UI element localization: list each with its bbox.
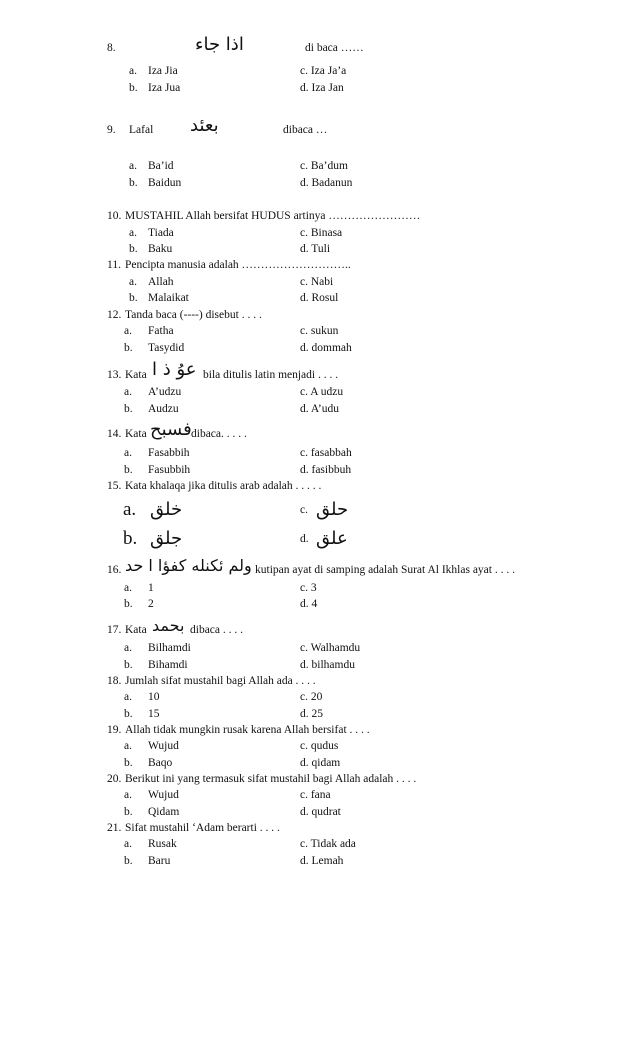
option-letter: a. [129,276,137,288]
question-number: 18. [107,675,122,687]
option-text: d. Tuli [300,243,331,255]
question-number: 13. [107,369,122,381]
question-number: 19. [107,724,122,736]
option-text: c. 3 [300,582,317,594]
arabic-verse: ولم ئكنله كفؤا ا حد [125,556,252,575]
option-row [0,340,638,356]
option-row [0,580,638,596]
question-9 [0,115,638,138]
option-text: Audzu [148,403,179,415]
option-letter: a. [123,499,137,520]
option-text: Fasubbih [148,464,191,476]
option-row [0,63,638,79]
option-row [0,836,638,852]
option-letter: b. [129,292,138,304]
arabic-word: عوُ ذ ا [152,359,197,380]
option-text: Bihamdi [148,659,188,671]
option-row [0,853,638,869]
option-row [0,689,638,705]
option-text: Ba’id [148,160,174,172]
option-text: Malaikat [148,292,189,304]
option-text: c. Iza Ja’a [300,65,347,77]
question-15 [0,478,638,494]
question-prefix: Lafal [129,124,154,136]
question-8 [0,34,638,56]
option-text: Fatha [148,325,174,337]
option-letter: a. [124,325,132,337]
question-text: Berikut ini yang termasuk sifat mustahil bagi Allah adalah . . . . [125,773,417,785]
question-number: 12. [107,309,122,321]
option-letter: b. [129,243,138,255]
option-letter: b. [124,806,133,818]
option-text: Baqo [148,757,173,769]
option-row [0,525,638,553]
option-text: d. qidam [300,757,341,769]
question-10 [0,208,638,224]
question-17 [0,616,638,638]
option-row [0,462,638,478]
option-text: A’udzu [148,386,182,398]
option-row [0,241,638,257]
question-text: dibaca … [283,124,328,136]
option-row [0,158,638,174]
option-row [0,804,638,820]
option-letter: b. [124,342,133,354]
option-letter: b. [129,177,138,189]
arabic-word: بعئد [190,115,219,136]
option-text: Baku [148,243,173,255]
option-row [0,787,638,803]
question-text: bila ditulis latin menjadi . . . . [203,369,339,381]
option-letter: a. [129,227,137,239]
option-text: Fasabbih [148,447,190,459]
question-number: 14. [107,428,122,440]
option-letter: a. [129,65,137,77]
question-18 [0,673,638,689]
option-text: c. Ba’dum [300,160,348,172]
option-text: جلق [150,528,183,549]
question-number: 11. [107,259,121,271]
option-text: d. fasibbuh [300,464,352,476]
option-text: d. Badanun [300,177,353,189]
option-text: d. 25 [300,708,323,720]
option-text: d. qudrat [300,806,341,818]
question-text: Kata khalaqa jika ditulis arab adalah . . . . . [125,480,322,492]
option-letter: a. [124,789,132,801]
question-12 [0,307,638,323]
option-text: Rusak [148,838,177,850]
question-number: 10. [107,210,122,222]
option-row [0,640,638,656]
option-text: Tasydid [148,342,185,354]
option-text: Allah [148,276,174,288]
option-text: c. Walhamdu [300,642,361,654]
option-text: 2 [148,598,154,610]
option-text: c. fana [300,789,331,801]
option-text: 15 [148,708,160,720]
option-row [0,323,638,339]
option-text: d. A’udu [300,403,339,415]
option-row [0,706,638,722]
option-letter: a. [124,691,132,703]
option-letter: b. [123,528,138,549]
question-text: di baca …… [305,42,364,54]
option-text: علق [316,528,348,549]
question-text: dibaca. . . . . [191,428,247,440]
option-text: خلق [150,499,183,520]
option-text: d. 4 [300,598,318,610]
question-number: 8. [107,42,116,54]
option-row [0,496,638,524]
option-letter: a. [124,582,132,594]
option-text: c. Nabi [300,276,334,288]
option-text: Qidam [148,806,180,818]
option-letter: b. [124,659,133,671]
question-text: kutipan ayat di samping adalah Surat Al Ikhlas ayat . . . . [255,564,515,576]
option-text: c. A udzu [300,386,344,398]
option-text: Wujud [148,789,179,801]
option-text: d. bilhamdu [300,659,355,671]
option-text: c. Tidak ada [300,838,356,850]
question-20 [0,771,638,787]
question-text: Tanda baca (----) disebut . . . . [125,309,262,321]
option-text: 1 [148,582,154,594]
option-letter: b. [124,403,133,415]
option-row [0,384,638,400]
option-letter: b. [124,757,133,769]
option-row [0,80,638,96]
question-prefix: Kata [125,369,147,381]
option-text: c. fasabbah [300,447,352,459]
question-prefix: Kata [125,428,147,440]
option-letter: a. [124,386,132,398]
arabic-word: بحمد [152,616,185,635]
option-letter: d. [300,533,309,545]
question-21 [0,820,638,836]
option-text: c. Binasa [300,227,343,239]
question-number: 16. [107,564,122,576]
option-text: 10 [148,691,160,703]
option-text: c. sukun [300,325,339,337]
question-text: Sifat mustahil ‘Adam berarti . . . . [125,822,280,834]
question-number: 20. [107,773,122,785]
question-text: Jumlah sifat mustahil bagi Allah ada . . . . [125,675,316,687]
option-row [0,657,638,673]
option-text: Wujud [148,740,179,752]
option-text: c. 20 [300,691,323,703]
option-row [0,225,638,241]
question-prefix: Kata [125,624,147,636]
option-text: Iza Jua [148,82,181,94]
arabic-word: فسبح [150,419,192,440]
question-number: 21. [107,822,122,834]
question-13 [0,359,638,383]
option-letter: a. [124,740,132,752]
option-text: حلق [316,499,349,520]
option-text: d. Lemah [300,855,344,867]
option-text: Baru [148,855,171,867]
question-11 [0,257,638,273]
option-text: d. Iza Jan [300,82,344,94]
question-number: 17. [107,624,122,636]
option-letter: b. [124,464,133,476]
question-text: Pencipta manusia adalah ……………………….. [125,259,351,271]
question-19 [0,722,638,738]
question-text: dibaca . . . . [190,624,244,636]
option-text: d. dommah [300,342,352,354]
option-text: Tiada [148,227,174,239]
option-text: d. Rosul [300,292,339,304]
option-row [0,401,638,417]
option-row [0,175,638,191]
option-row [0,738,638,754]
question-14 [0,419,638,442]
option-letter: b. [129,82,138,94]
option-letter: b. [124,708,133,720]
option-row [0,274,638,290]
option-row [0,445,638,461]
option-letter: b. [124,855,133,867]
option-letter: a. [124,838,132,850]
option-letter: b. [124,598,133,610]
option-letter: a. [124,447,132,459]
option-letter: a. [124,642,132,654]
question-text: Allah tidak mungkin rusak karena Allah bersifat . . . . [125,724,370,736]
question-text: MUSTAHIL Allah bersifat HUDUS artinya …………………… [125,210,421,222]
arabic-phrase: اذا جاء [195,34,244,55]
question-number: 15. [107,480,122,492]
option-row [0,596,638,612]
option-text: Baidun [148,177,182,189]
question-16 [0,556,638,578]
question-number: 9. [107,124,116,136]
option-text: Iza Jia [148,65,178,77]
option-letter: a. [129,160,137,172]
option-letter: c. [300,504,308,516]
option-text: c. qudus [300,740,339,752]
option-row [0,290,638,306]
option-text: Bilhamdi [148,642,191,654]
option-row [0,755,638,771]
